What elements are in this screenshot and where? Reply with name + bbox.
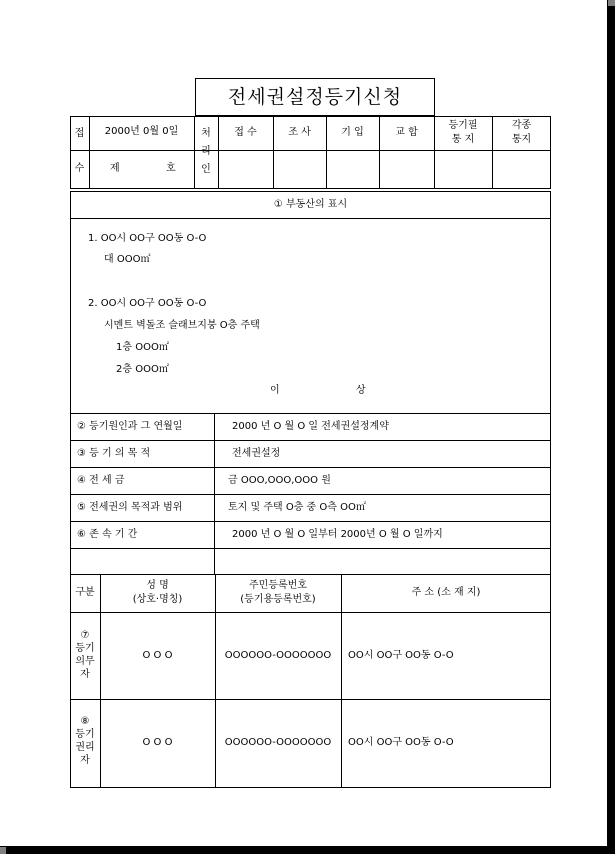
obligor-label: 자	[80, 669, 90, 680]
parties-id-header: 주민등록번호	[249, 580, 307, 591]
row-divider	[70, 548, 551, 549]
holder-label: 등기	[75, 729, 95, 740]
obligor-label: ⑦	[80, 630, 90, 641]
deposit-label: ④ 전 세 금	[77, 475, 125, 486]
duration-value: 2000 년 O 월 O 일부터 2000년 O 월 O 일까지	[232, 529, 443, 540]
property-item-2-floor-2: 2층 OOO㎡	[116, 364, 169, 375]
registration-purpose-value: 전세권설정	[232, 448, 281, 459]
page-shadow-right	[608, 6, 615, 854]
stamp-label: 기 입	[341, 127, 364, 138]
stamp-label: 접 수	[234, 127, 257, 138]
reception-date: 2000년 0월 0일	[104, 126, 179, 137]
property-header-divider	[70, 218, 551, 219]
obligor-name: O O O	[142, 650, 173, 661]
property-item-1-area: 대 OOO㎡	[104, 254, 151, 265]
row-divider	[70, 413, 551, 414]
property-end-marker: 이	[270, 385, 280, 396]
parties-division-header: 구분	[75, 587, 95, 598]
parties-col-divider	[215, 574, 216, 788]
duration-label: ⑥ 존 속 기 간	[77, 529, 138, 540]
parties-row-divider	[70, 699, 551, 700]
reception-number-prefix: 제	[110, 163, 120, 174]
holder-label: 자	[80, 755, 90, 766]
notice-completion-label: 통 지	[451, 134, 475, 145]
stamp-label: 조 사	[288, 127, 311, 138]
holder-address: OO시 OO구 OO동 O-O	[348, 737, 454, 748]
notice-various-label: 통지	[511, 134, 532, 145]
property-item-2-description: 시멘트 벽돌조 슬래브지붕 O층 주택	[104, 320, 260, 331]
row-divider	[70, 574, 551, 575]
row-divider	[70, 494, 551, 495]
parties-address-header: 주 소 (소 재 지)	[411, 587, 481, 598]
obligor-address: OO시 OO구 OO동 O-O	[348, 650, 454, 661]
stamp-label: 교 합	[395, 127, 418, 138]
reception-divider	[70, 150, 551, 151]
parties-name-header: 성 명	[146, 580, 169, 591]
deposit-value: 금 OOO,OOO,OOO 원	[228, 475, 331, 486]
processor-label: 처	[201, 128, 211, 139]
property-header: ① 부동산의 표시	[273, 199, 348, 210]
obligor-label: 의무	[75, 656, 95, 667]
parties-col-divider	[100, 574, 101, 788]
parties-col-divider	[341, 574, 342, 788]
notice-completion-label: 등기필	[448, 120, 478, 131]
property-item-2-address: 2. OO시 OO구 OO동 O-O	[88, 298, 207, 309]
lease-scope-value: 토지 및 주택 O층 중 O측 OO㎡	[228, 502, 366, 513]
processor-label: 인	[201, 164, 211, 175]
registration-cause-label: ② 등기원인과 그 연월일	[77, 421, 183, 432]
row-label-divider	[214, 413, 215, 574]
holder-label: 권리	[75, 742, 95, 753]
notice-various-label: 각종	[511, 120, 532, 131]
obligor-label: 등기	[75, 643, 95, 654]
row-divider	[70, 440, 551, 441]
reception-label-bottom: 수	[74, 163, 85, 174]
parties-name-header-sub: (상호·명칭)	[132, 594, 183, 605]
property-item-2-floor-1: 1층 OOO㎡	[116, 342, 169, 353]
registration-cause-value: 2000 년 O 월 O 일 전세권설정계약	[232, 421, 389, 432]
holder-label: ⑧	[80, 716, 90, 727]
property-item-1-address: 1. OO시 OO구 OO동 O-O	[88, 233, 207, 244]
row-divider	[70, 467, 551, 468]
property-end-marker: 상	[356, 385, 366, 396]
processor-label: 리	[201, 146, 211, 157]
reception-label-top: 접	[74, 128, 85, 139]
row-divider	[70, 521, 551, 522]
parties-id-header-sub: (등기용등록번호)	[240, 594, 316, 605]
obligor-id: OOOOOO-OOOOOOO	[224, 650, 332, 661]
registration-purpose-label: ③ 등 기 의 목 적	[77, 448, 151, 459]
holder-name: O O O	[142, 737, 173, 748]
holder-id: OOOOOO-OOOOOOO	[224, 737, 332, 748]
lease-scope-label: ⑤ 전세권의 목적과 범위	[77, 502, 183, 513]
reception-number-suffix: 호	[166, 163, 176, 174]
form-title: 전세권설정등기신청	[195, 78, 435, 116]
page-shadow-bottom	[6, 847, 615, 854]
parties-header-divider	[70, 612, 551, 613]
